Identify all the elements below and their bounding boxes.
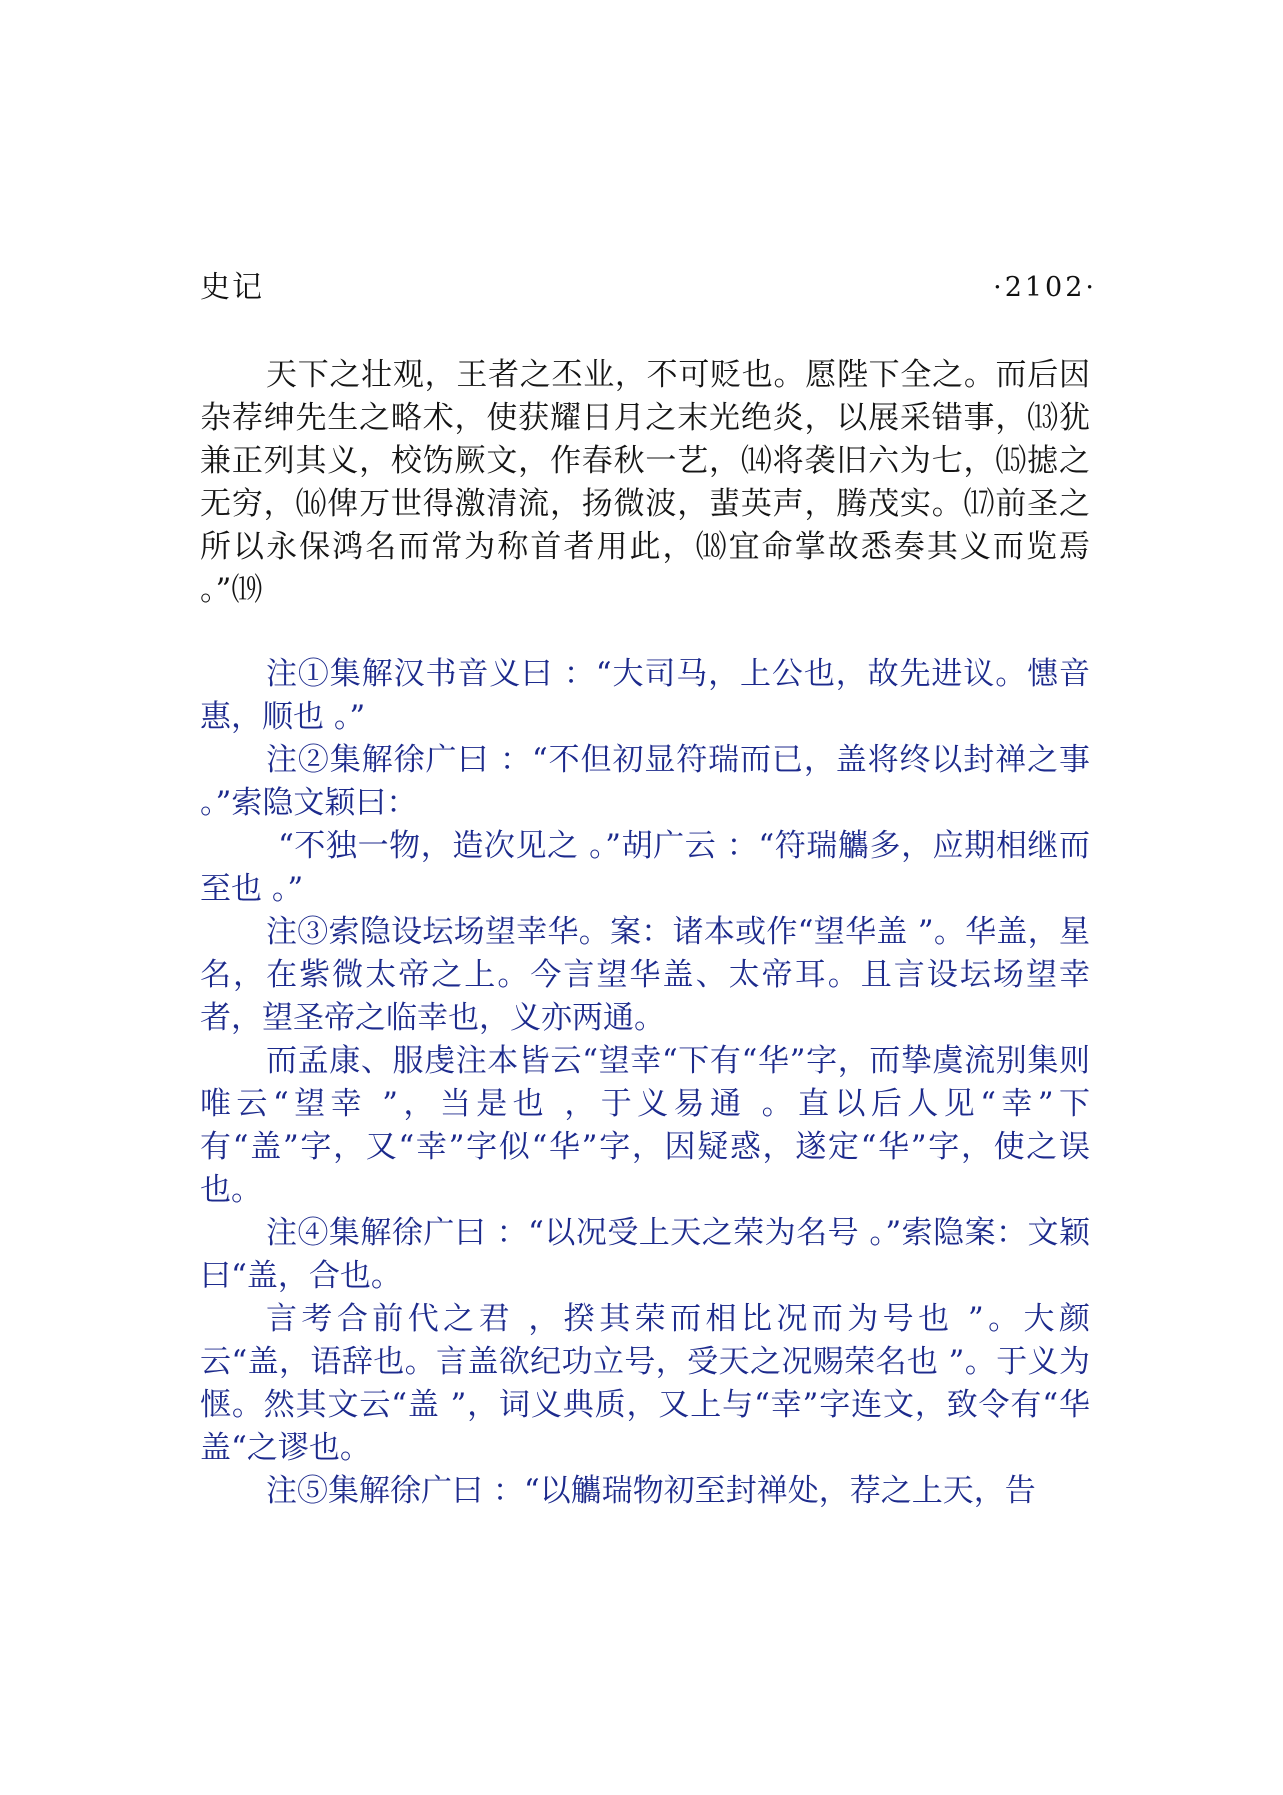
note-2-quote: “不独一物，造次见之 。”胡广云 ：“符瑞觿多，应期相继而至也 。” bbox=[200, 828, 1090, 907]
annotations bbox=[200, 653, 1090, 1513]
note-2: 注②集解徐广曰 ：“不但初显符瑞而已，盖将终以封禅之事 。”索隐文颖曰： bbox=[200, 742, 1090, 821]
main-paragraph: 天下之壮观，王者之丕业，不可贬也。愿陛下全之。而后因杂荐绅先生之略术，使获耀日月之末光绝炎，以展采错事，⒀犹兼正列其义，校饬厥文，作春秋一艺，⒁将袭旧六为七，⒂摅之无穷，⒃俾万世得激清流，扬微波，蜚英声，腾茂实。⒄前圣之所以永保鸿名而常为称首者用此，⒅宜命掌故悉奏其义而览焉 。”⒆ bbox=[200, 357, 1090, 608]
book-title: 史记 bbox=[200, 270, 264, 305]
page-number: ·2102· bbox=[993, 272, 1097, 303]
note-3-continued: 而孟康、服虔注本皆云“望幸“下有“华”字，而挚虞流别集则唯云“望幸 ”，当是也 ，于义易通 。直以后人见“幸”下有“盖”字，又“幸”字似“华”字，因疑惑，遂定“华”字，使之误也。 bbox=[200, 1043, 1090, 1208]
note-1: 注①集解汉书音义曰 ：“大司马，上公也，故先进议。憓音惠，顺也 。” bbox=[200, 656, 1090, 735]
note-4: 注④集解徐广曰 ：“以况受上天之荣为名号 。”索隐案：文颖曰“盖，合也。 bbox=[200, 1215, 1090, 1294]
note-5: 注⑤集解徐广曰 ：“以觿瑞物初至封禅处，荐之上天，告 bbox=[266, 1473, 1036, 1509]
main-text bbox=[200, 354, 1090, 612]
note-3: 注③索隐设坛场望幸华。案：诸本或作“望华盖 ”。华盖，星名，在紫微太帝之上。今言望华盖、太帝耳。且言设坛场望幸者，望圣帝之临幸也，义亦两通。 bbox=[200, 914, 1090, 1036]
note-4-continued: 言考合前代之君 ，揆其荣而相比况而为号也 ”。大颜云“盖，语辞也。言盖欲纪功立号，受天之况赐荣名也 ”。于义为惬。然其文云“盖 ”，词义典质，又上与“幸”字连文，致令有“华盖“之谬也。 bbox=[200, 1301, 1090, 1466]
